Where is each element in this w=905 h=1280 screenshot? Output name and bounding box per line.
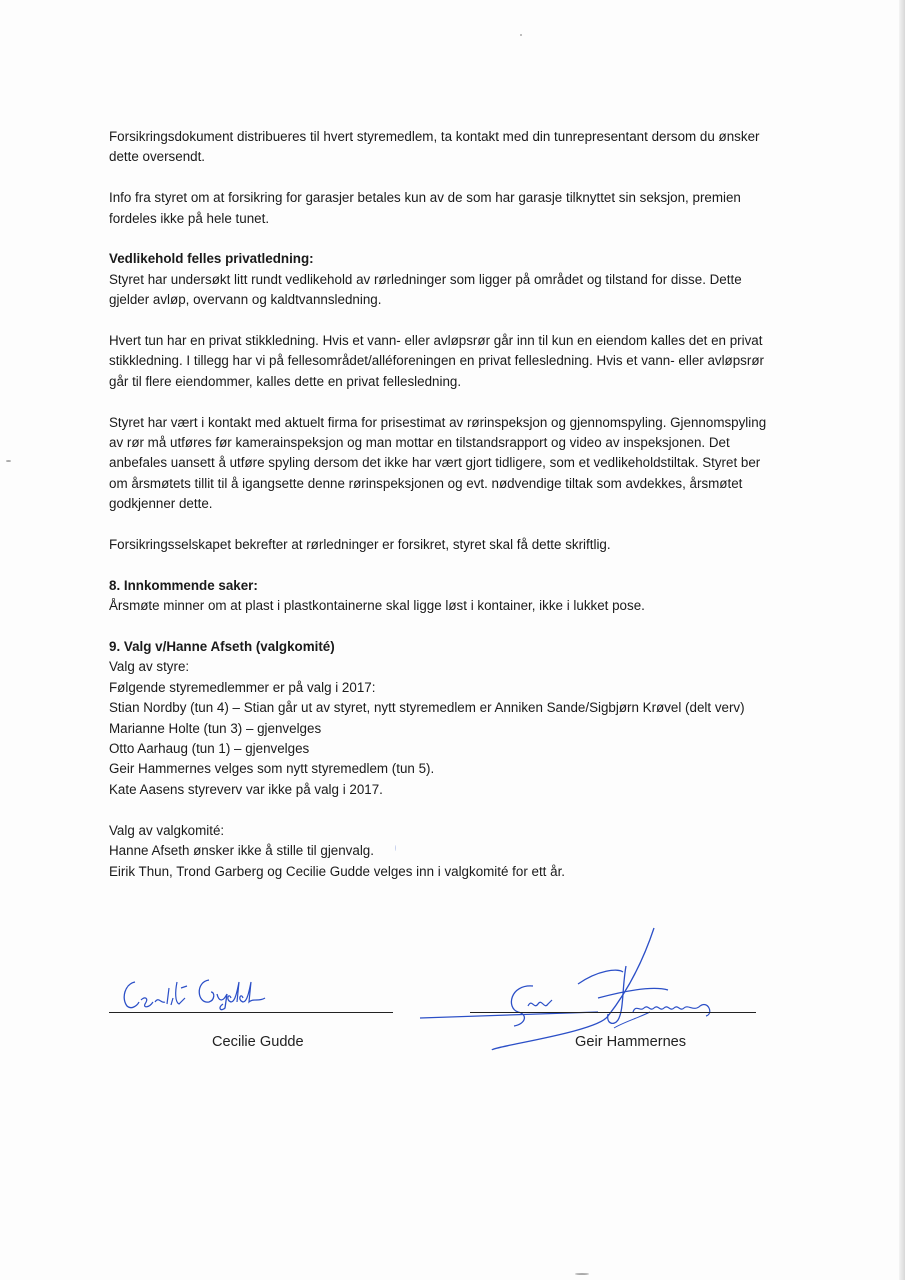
heading-election: 9. Valg v/Hanne Afseth (valgkomité) [109, 639, 335, 655]
signatory-name-left: Cecilie Gudde [212, 1034, 304, 1050]
committee-line: Hanne Afseth ønsker ikke å stille til gjenvalg. [109, 843, 374, 859]
scan-speck [6, 460, 11, 462]
para-inspection: Styret har vært i kontakt med aktuelt firma for prisestimat av rørinspeksjon og gjennomspyling. Gjennomspyling av rør må utføres før kamerainspeksjon og man mottar en tilstandsrapport og video av inspeksjonen. Det anbefales uansett å utføre spyling dersom det ikke har vært gjort tidligere, som et vedlikeholdstiltak. Styret ber om årsmøtets tillit til å igangsette denne rørinspeksjonen og evt. nødvendige tiltak som avdekkes, årsmøtet godkjenner dette. [109, 414, 767, 512]
signature-line-right [470, 1012, 756, 1013]
heading-maintenance: Vedlikehold felles privatledning: [109, 251, 314, 267]
para-garage-insurance: Info fra styret om at forsikring for garasjer betales kun av de som har garasje tilknyttet sin seksjon, premien fordeles ikke på hele tunet. [109, 190, 741, 226]
election-line: Otto Aarhaug (tun 1) – gjenvelges [109, 741, 310, 757]
committee-line: Eirik Thun, Trond Garberg og Cecilie Gudde velges inn i valgkomité for ett år. [109, 863, 566, 879]
election-line: Marianne Holte (tun 3) – gjenvelges [109, 720, 322, 736]
committee-line: Valg av valgkomité: [109, 822, 225, 838]
scan-speck [520, 34, 522, 36]
election-line: Stian Nordby (tun 4) – Stian går ut av styret, nytt styremedlem er Anniken Sande/Sigbjørn Krøvel (delt verv) [109, 700, 745, 716]
signatory-name-right: Geir Hammernes [575, 1034, 687, 1050]
signature-cecilie-gudde [115, 968, 300, 1018]
para-insurer-confirms: Forsikringsselskapet bekrefter at rørledninger er forsikret, styret skal få dette skriftlig. [109, 537, 611, 553]
election-line: Valg av styre: [109, 659, 190, 675]
document-body [109, 127, 779, 882]
para-incoming: Årsmøte minner om at plast i plastkontainerne skal ligge løst i kontainer, ikke i lukket pose. [109, 598, 645, 614]
scan-speck [395, 845, 396, 851]
para-private-lines: Hvert tun har en privat stikkledning. Hvis et vann- eller avløpsrør går inn til kun en eiendom kalles det en privat stikkledning. I tillegg har vi på fellesområdet/alléforeningen en privat fellesledning. Hvis et vann- eller avløpsrør går til flere eiendommer, kalles dette en privat fellesledning. [109, 333, 764, 389]
committee-list [109, 821, 779, 882]
para-maintenance: Styret har undersøkt litt rundt vedlikehold av rørledninger som ligger på området og tilstand for disse. Dette gjelder avløp, overvann og kaldtvannsledning. [109, 271, 742, 308]
spacer [109, 800, 779, 820]
signature-line-left [109, 1012, 393, 1013]
election-line: Geir Hammernes velges som nytt styremedlem (tun 5). [109, 761, 435, 777]
election-line: Kate Aasens styreverv var ikke på valg i 2017. [109, 781, 383, 797]
heading-incoming: 8. Innkommende saker: [109, 577, 258, 593]
election-line: Følgende styremedlemmer er på valg i 2017: [109, 679, 376, 695]
election-list [109, 657, 779, 800]
scan-speck [575, 1273, 589, 1275]
page-edge-shadow [899, 0, 905, 1280]
para-insurance-doc: Forsikringsdokument distribueres til hvert styremedlem, ta kontakt med din tunrepresentant dersom du ønsker dette oversendt. [109, 129, 760, 165]
